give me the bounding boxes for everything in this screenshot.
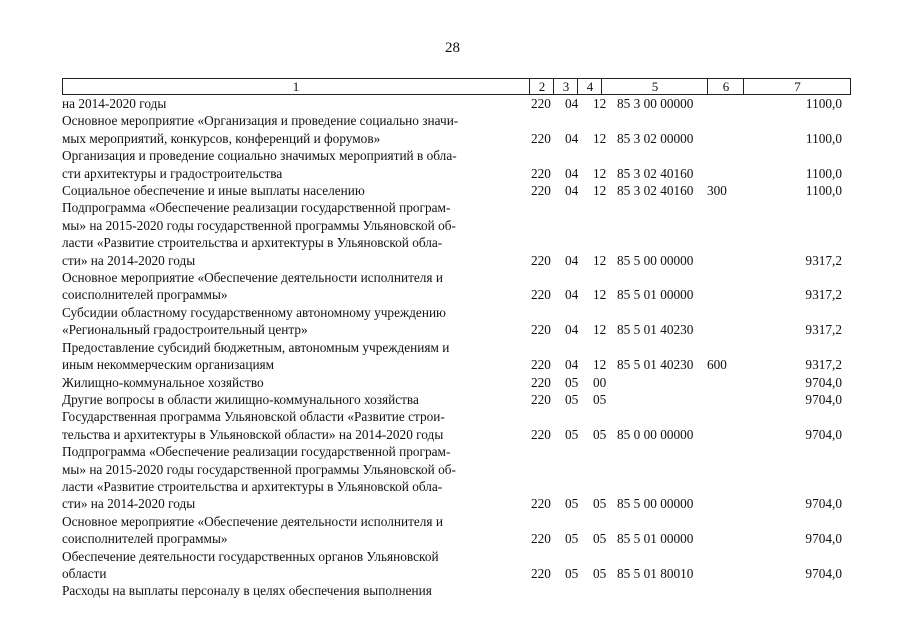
description-line: соисполнителей программы» <box>62 287 228 303</box>
row-codes <box>62 391 851 408</box>
code-csr: 85 5 01 00000 <box>617 287 694 303</box>
table-row <box>62 513 851 548</box>
code-csr: 85 5 01 40230 <box>617 322 694 338</box>
code-csr: 85 5 01 40230 <box>617 357 694 373</box>
row-codes <box>62 356 851 373</box>
code-rz: 04 <box>565 252 579 268</box>
description-line: Расходы на выплаты персоналу в целях обеспечения выполнения <box>62 583 432 599</box>
code-pr: 05 <box>593 426 607 442</box>
table-row <box>62 339 851 374</box>
table-row <box>62 408 851 443</box>
budget-table <box>62 78 851 600</box>
header-col-1: 1 <box>292 79 300 94</box>
code-gr: 220 <box>531 183 551 199</box>
row-codes <box>62 426 851 443</box>
amount: 1100,0 <box>805 183 842 199</box>
description-line: Подпрограмма «Обеспечение реализации государственной програм- <box>62 200 451 216</box>
amount: 9704,0 <box>805 391 842 407</box>
code-csr: 85 3 02 40160 <box>617 165 694 181</box>
description-line: иным некоммерческим организациям <box>62 357 275 373</box>
table-row <box>62 147 851 182</box>
code-rz: 04 <box>565 183 579 199</box>
code-pr: 05 <box>593 496 607 512</box>
code-pr: 12 <box>593 130 607 146</box>
code-rz: 04 <box>565 322 579 338</box>
description-line: сти» на 2014-2020 годы <box>62 496 196 512</box>
code-rz: 04 <box>565 96 579 112</box>
description-line: соисполнителей программы» <box>62 531 228 547</box>
code-rz: 04 <box>565 287 579 303</box>
table-row <box>62 582 851 599</box>
code-csr: 85 5 00 00000 <box>617 496 694 512</box>
row-codes <box>62 286 851 303</box>
code-pr: 12 <box>593 322 607 338</box>
description-line: Предоставление субсидий бюджетным, автономным учреждениям и <box>62 339 450 355</box>
code-gr: 220 <box>531 391 551 407</box>
table-row <box>62 95 851 112</box>
code-gr: 220 <box>531 252 551 268</box>
table-row <box>62 443 851 513</box>
code-csr: 85 5 00 00000 <box>617 252 694 268</box>
amount: 9704,0 <box>805 426 842 442</box>
header-col-4: 4 <box>577 79 602 94</box>
code-rz: 04 <box>565 130 579 146</box>
code-csr: 85 0 00 00000 <box>617 426 694 442</box>
amount: 9317,2 <box>805 287 842 303</box>
code-gr: 220 <box>531 130 551 146</box>
code-pr: 12 <box>593 357 607 373</box>
code-gr: 220 <box>531 565 551 581</box>
code-gr: 220 <box>531 287 551 303</box>
code-pr: 00 <box>593 374 607 390</box>
code-gr: 220 <box>531 357 551 373</box>
code-vr: 300 <box>707 183 727 199</box>
description-line: тельства и архитектуры в Ульяновской области» на 2014-2020 годы <box>62 426 444 442</box>
code-pr: 05 <box>593 391 607 407</box>
table-row <box>62 548 851 583</box>
amount: 9317,2 <box>805 322 842 338</box>
row-codes <box>62 321 851 338</box>
code-gr: 220 <box>531 531 551 547</box>
page-number: 28 <box>445 40 460 56</box>
code-pr: 05 <box>593 531 607 547</box>
row-codes <box>62 182 851 199</box>
amount: 1100,0 <box>805 165 842 181</box>
code-csr: 85 3 00 00000 <box>617 96 694 112</box>
code-csr: 85 3 02 40160 <box>617 183 694 199</box>
amount: 9704,0 <box>805 496 842 512</box>
description-line: Основное мероприятие «Обеспечение деятельности исполнителя и <box>62 513 443 529</box>
row-codes <box>62 95 851 112</box>
amount: 1100,0 <box>805 96 842 112</box>
code-gr: 220 <box>531 322 551 338</box>
description-line: мы» на 2015-2020 годы государственной программы Ульяновской об- <box>62 217 456 233</box>
description-line: Подпрограмма «Обеспечение реализации государственной програм- <box>62 444 451 460</box>
header-col-7: 7 <box>743 79 851 94</box>
code-gr: 220 <box>531 426 551 442</box>
description-line: мых мероприятий, конкурсов, конференций и форумов» <box>62 130 381 146</box>
row-codes <box>62 495 851 512</box>
table-row <box>62 112 851 147</box>
code-gr: 220 <box>531 96 551 112</box>
code-csr: 85 3 02 00000 <box>617 130 694 146</box>
code-pr: 12 <box>593 287 607 303</box>
table-row <box>62 199 851 269</box>
code-rz: 04 <box>565 357 579 373</box>
code-pr: 12 <box>593 183 607 199</box>
code-pr: 12 <box>593 165 607 181</box>
amount: 9704,0 <box>805 531 842 547</box>
amount: 9317,2 <box>805 357 842 373</box>
table-row <box>62 182 851 199</box>
code-vr: 600 <box>707 357 727 373</box>
description-line: «Региональный градостроительный центр» <box>62 322 308 338</box>
row-codes <box>62 565 851 582</box>
table-row <box>62 374 851 391</box>
code-gr: 220 <box>531 374 551 390</box>
code-pr: 05 <box>593 565 607 581</box>
description-line: ласти «Развитие строительства и архитектуры в Ульяновской обла- <box>62 235 443 251</box>
description-line: Другие вопросы в области жилищно-коммунального хозяйства <box>62 391 419 407</box>
code-rz: 05 <box>565 531 579 547</box>
row-codes <box>62 130 851 147</box>
description-line: Субсидии областному государственному автономному учреждению <box>62 304 446 320</box>
amount: 9317,2 <box>805 252 842 268</box>
description-line: Государственная программа Ульяновской области «Развитие строи- <box>62 409 445 425</box>
code-rz: 05 <box>565 374 579 390</box>
description-line: Жилищно-коммунальное хозяйство <box>62 374 264 390</box>
description-line: Социальное обеспечение и иные выплаты населению <box>62 183 365 199</box>
code-rz: 04 <box>565 165 579 181</box>
row-codes <box>62 374 851 391</box>
description-line: мы» на 2015-2020 годы государственной программы Ульяновской об- <box>62 461 456 477</box>
description-line: на 2014-2020 годы <box>62 96 167 111</box>
description-line: Основное мероприятие «Организация и проведение социально значи- <box>62 113 459 129</box>
description-line: области <box>62 565 107 581</box>
code-rz: 05 <box>565 391 579 407</box>
header-col-6: 6 <box>707 79 744 94</box>
row-codes <box>62 165 851 182</box>
header-col-5: 5 <box>601 79 708 94</box>
code-rz: 05 <box>565 496 579 512</box>
code-rz: 05 <box>565 426 579 442</box>
table-row <box>62 269 851 304</box>
code-rz: 05 <box>565 565 579 581</box>
description-line: Организация и проведение социально значимых мероприятий в обла- <box>62 148 457 164</box>
code-csr: 85 5 01 80010 <box>617 565 694 581</box>
code-csr: 85 5 01 00000 <box>617 531 694 547</box>
code-gr: 220 <box>531 496 551 512</box>
description-line: Основное мероприятие «Обеспечение деятельности исполнителя и <box>62 270 443 286</box>
description-line: ласти «Развитие строительства и архитектуры в Ульяновской обла- <box>62 478 443 494</box>
description-line: Обеспечение деятельности государственных органов Ульяновской <box>62 548 439 564</box>
table-body <box>62 95 851 600</box>
code-gr: 220 <box>531 165 551 181</box>
amount: 1100,0 <box>805 130 842 146</box>
row-codes <box>62 252 851 269</box>
table-header <box>62 78 851 95</box>
code-pr: 12 <box>593 96 607 112</box>
table-row <box>62 391 851 408</box>
table-row <box>62 304 851 339</box>
row-codes <box>62 530 851 547</box>
amount: 9704,0 <box>805 565 842 581</box>
row-codes <box>62 582 851 599</box>
description-line: сти» на 2014-2020 годы <box>62 252 196 268</box>
code-pr: 12 <box>593 252 607 268</box>
header-col-3: 3 <box>553 79 578 94</box>
amount: 9704,0 <box>805 374 842 390</box>
header-col-2: 2 <box>529 79 554 94</box>
description-line: сти архитектуры и градостроительства <box>62 165 283 181</box>
